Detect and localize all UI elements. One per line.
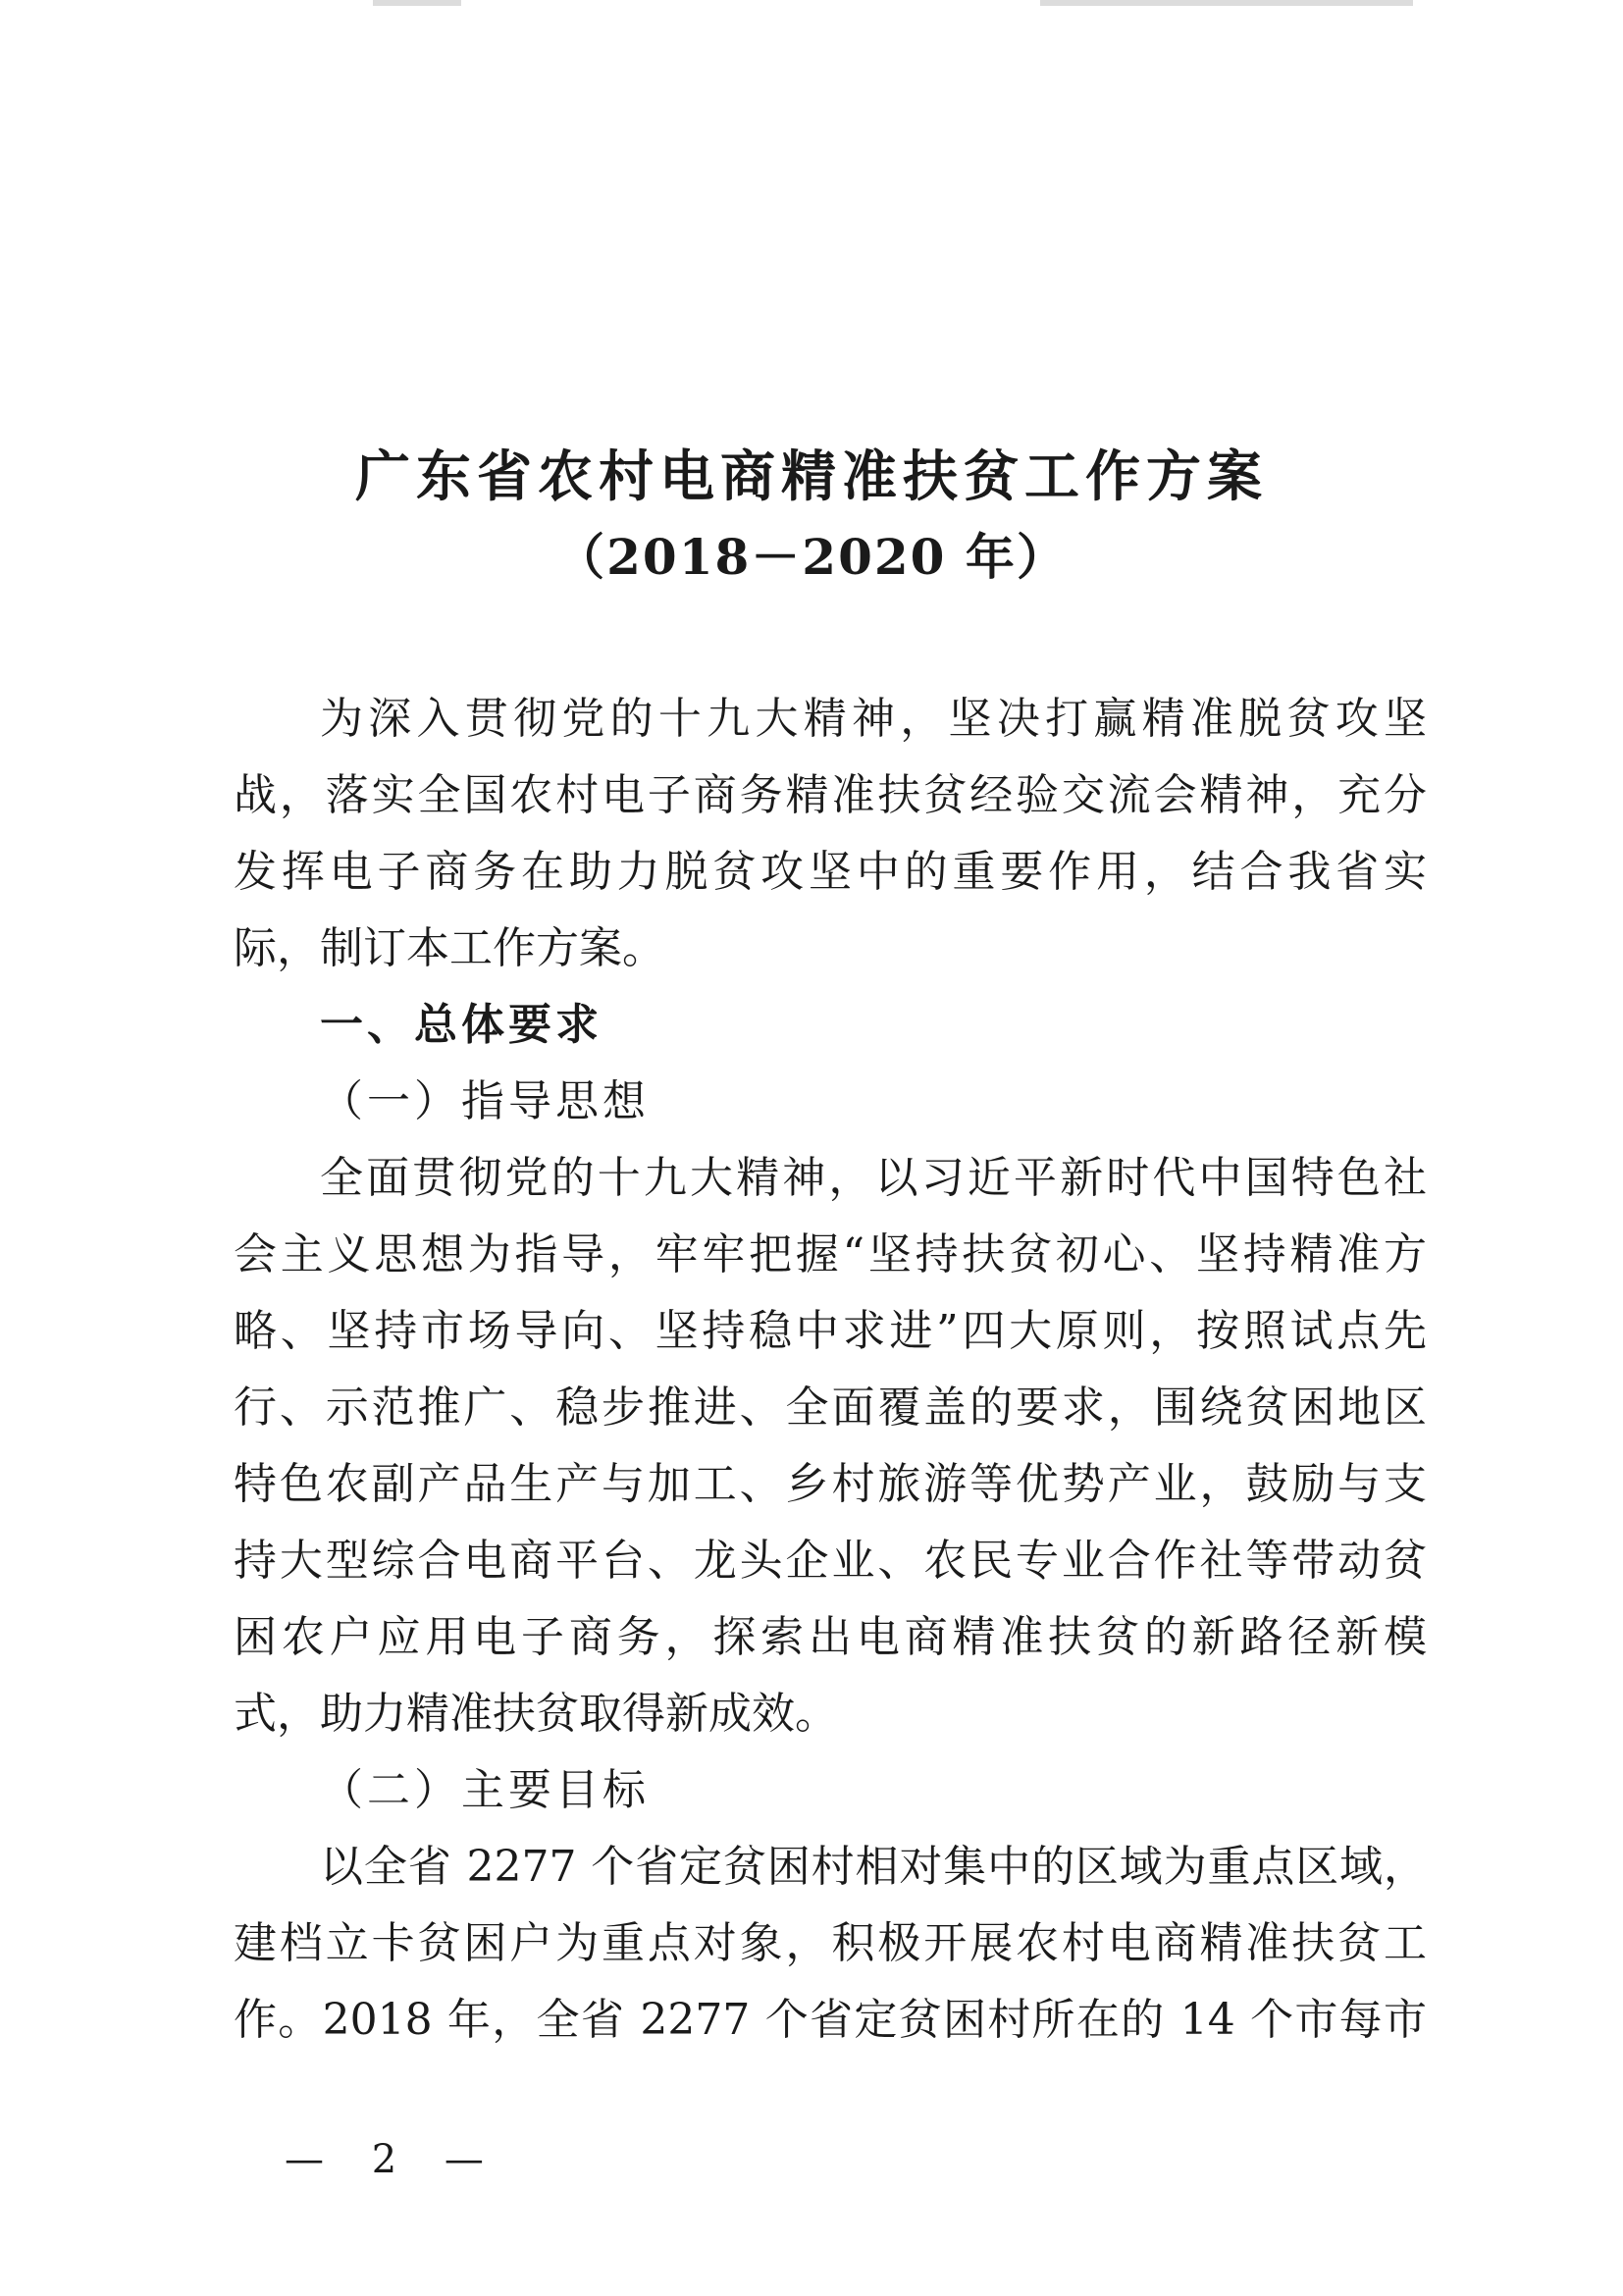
body-line: 持大型综合电商平台、龙头企业、农民专业合作社等带动贫 (234, 1536, 1427, 1586)
body-line: 困农户应用电子商务，探索出电商精准扶贫的新路径新模 (234, 1612, 1427, 1662)
scan-edge-mark (373, 0, 461, 6)
body-line: 全面贯彻党的十九大精神，以习近平新时代中国特色社 (320, 1153, 1427, 1203)
body-line: 会主义思想为指导，牢牢把握“坚持扶贫初心、坚持精准方 (234, 1229, 1427, 1279)
scan-edge-mark (1040, 0, 1413, 6)
intro-line: 战，落实全国农村电子商务精准扶贫经验交流会精神，充分 (234, 770, 1427, 820)
intro-line: 发挥电子商务在助力脱贫攻坚中的重要作用，结合我省实 (234, 847, 1427, 897)
intro-line: 为深入贯彻党的十九大精神，坚决打赢精准脱贫攻坚 (320, 694, 1427, 744)
body-line: 作。2018 年，全省 2277 个省定贫困村所在的 14 个市每市 (234, 1995, 1427, 2045)
section-heading: 一、总体要求 (320, 1000, 602, 1050)
subsection-heading: （一）指导思想 (320, 1076, 650, 1126)
body-line: 特色农副产品生产与加工、乡村旅游等优势产业，鼓励与支 (234, 1459, 1427, 1509)
body-line: 式，助力精准扶贫取得新成效。 (234, 1689, 838, 1739)
page-number: — 2 — (285, 2137, 501, 2182)
subsection-heading: （二）主要目标 (320, 1765, 650, 1815)
body-line: 行、示范推广、稳步推进、全面覆盖的要求，围绕贫困地区 (234, 1383, 1427, 1433)
body-line: 建档立卡贫困户为重点对象，积极开展农村电商精准扶贫工 (234, 1918, 1427, 1968)
document-subtitle: （2018－2020 年） (555, 528, 1068, 586)
body-line: 略、坚持市场导向、坚持稳中求进”四大原则，按照试点先 (234, 1306, 1427, 1356)
body-line: 以全省 2277 个省定贫困村相对集中的区域为重点区域， (320, 1842, 1427, 1892)
intro-line: 际，制订本工作方案。 (234, 923, 665, 973)
document-title: 广东省农村电商精准扶贫工作方案 (355, 444, 1268, 509)
